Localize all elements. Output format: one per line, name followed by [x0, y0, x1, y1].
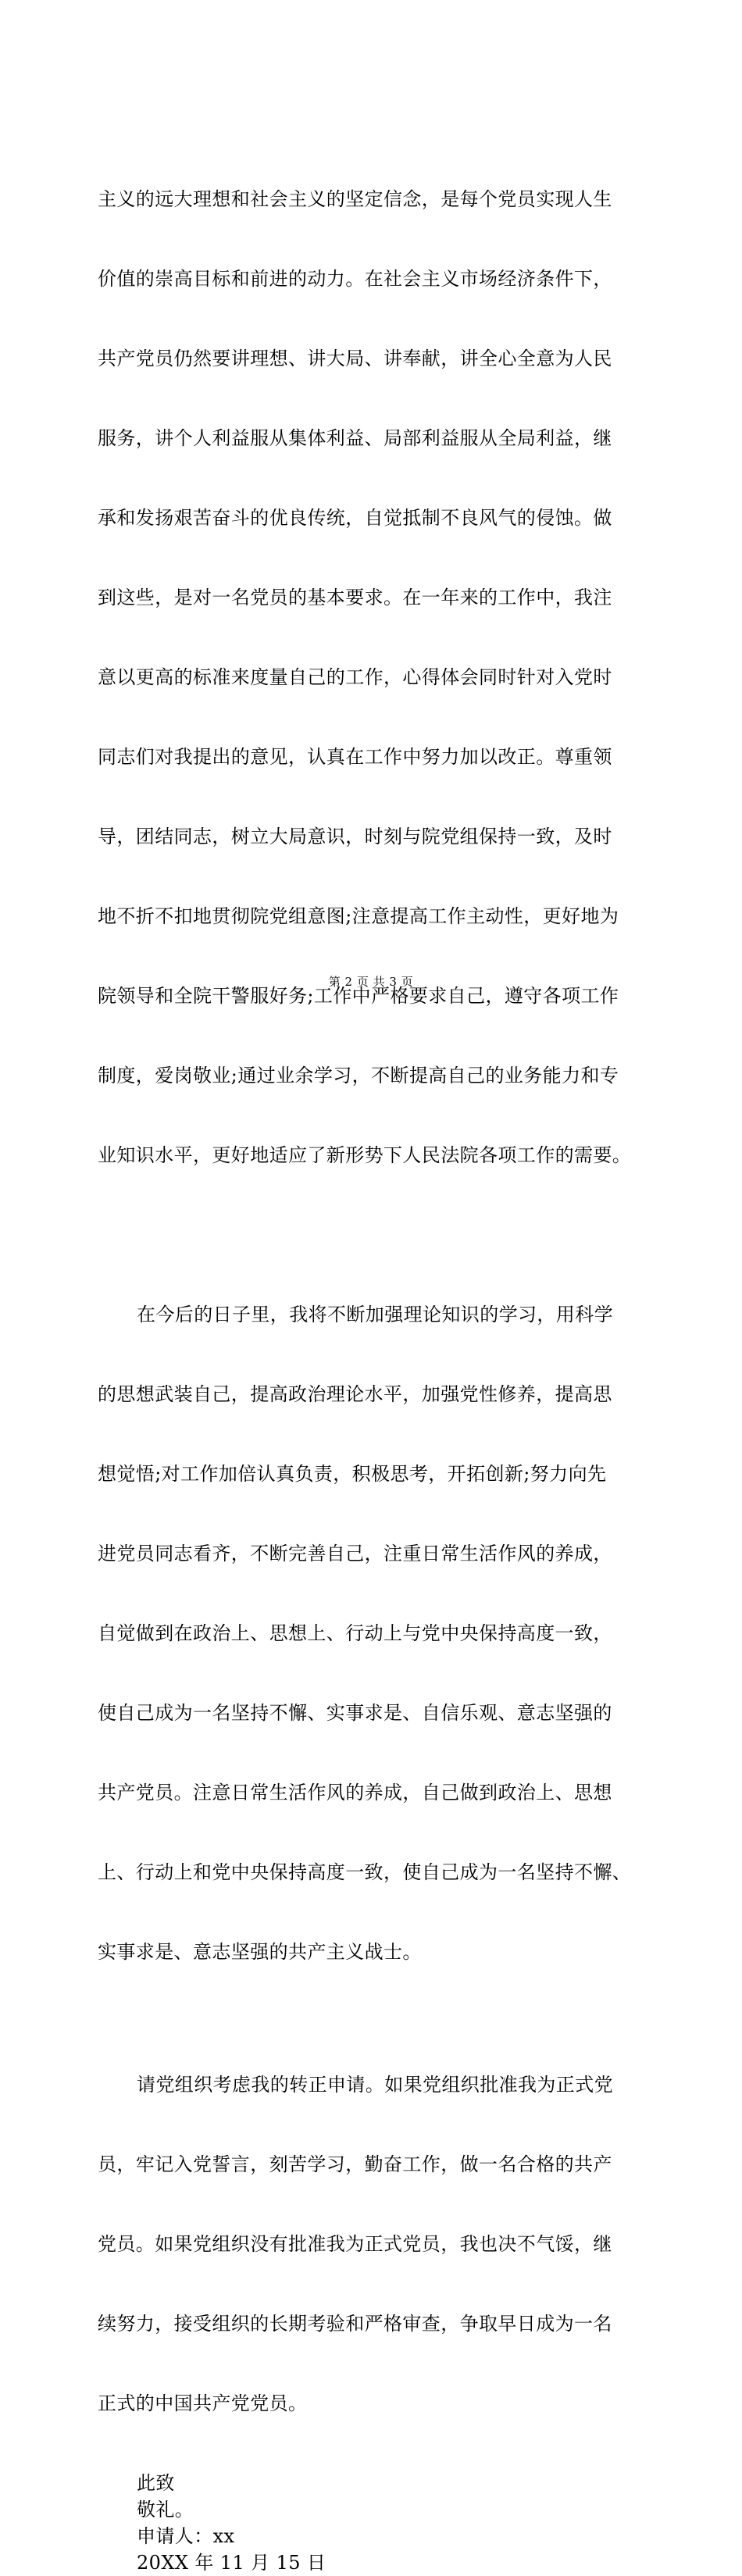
- closing-text: 此致: [137, 2472, 175, 2494]
- paragraph-line: 续努力，接受组织的长期考验和严格审查，争取早日成为一名: [98, 2313, 612, 2335]
- paragraph-line: 地不折不扣地贯彻院党组意图;注意提高工作主动性，更好地为: [98, 905, 619, 927]
- applicant-signature: 申请人：xx: [137, 2525, 235, 2547]
- paragraph-line: 业知识水平，更好地适应了新形势下人民法院各项工作的需要。: [98, 1144, 632, 1166]
- paragraph-2: [98, 1248, 660, 2018]
- paragraph-line: 承和发扬艰苦奋斗的优良传统，自觉抵制不良风气的侵蚀。做: [98, 507, 612, 529]
- paragraph-line: 院领导和全院干警服好务;工作中严格要求自己，遵守各项工作: [98, 985, 619, 1007]
- paragraph-line: 请党组织考虑我的转正申请。如果党组织批准我为正式党: [137, 2074, 613, 2096]
- salutation-text: 敬礼。: [137, 2499, 194, 2521]
- paragraph-line: 进党员同志看齐，不断完善自己，注重日常生活作风的养成，: [98, 1543, 612, 1565]
- paragraph-line: 党员。如果党组织没有批准我为正式党员，我也决不气馁，继: [98, 2233, 612, 2255]
- paragraph-line: 制度，爱岗敬业;通过业余学习，不断提高自己的业务能力和专: [98, 1065, 619, 1086]
- application-date: 20XX 年 11 月 15 日: [137, 2552, 326, 2574]
- document-body: [98, 133, 660, 2576]
- paragraph-line: 想觉悟;对工作加倍认真负责，积极思考，开拓创新;努力向先: [98, 1463, 607, 1485]
- paragraph-line: 服务，讲个人利益服从集体利益、局部利益服从全局利益，继: [98, 427, 612, 449]
- paragraph-line: 价值的崇高目标和前进的动力。在社会主义市场经济条件下，: [98, 268, 612, 290]
- paragraph-line: 到这些，是对一名党员的基本要求。在一年来的工作中，我注: [98, 587, 612, 608]
- paragraph-3: [98, 2018, 660, 2470]
- paragraph-line: 上、行动上和党中央保持高度一致，使自己成为一名坚持不懈、: [98, 1861, 632, 1883]
- paragraph-line: 意以更高的标准来度量自己的工作，心得体会同时针对入党时: [98, 666, 612, 688]
- paragraph-line: 主义的远大理想和社会主义的坚定信念，是每个党员实现人生: [98, 188, 612, 210]
- paragraph-line: 的思想武装自己，提高政治理论水平，加强党性修养，提高思: [98, 1383, 612, 1405]
- paragraph-line: 实事求是、意志坚强的共产主义战士。: [98, 1941, 422, 1963]
- paragraph-1: [98, 133, 660, 1222]
- page-footer: 第 2 页 共 3 页: [328, 975, 414, 989]
- paragraph-line: 使自己成为一名坚持不懈、实事求是、自信乐观、意志坚强的: [98, 1702, 612, 1724]
- paragraph-line: 正式的中国共产党党员。: [98, 2392, 308, 2414]
- paragraph-spacer: [98, 1222, 660, 1248]
- paragraph-line: 自觉做到在政治上、思想上、行动上与党中央保持高度一致，: [98, 1622, 612, 1644]
- paragraph-line: 共产党员。注意日常生活作风的养成，自己做到政治上、思想: [98, 1782, 612, 1804]
- paragraph-line: 同志们对我提出的意见，认真在工作中努力加以改正。尊重领: [98, 746, 612, 768]
- paragraph-line: 在今后的日子里，我将不断加强理论知识的学习，用科学: [137, 1304, 613, 1325]
- paragraph-line: 导，团结同志，树立大局意识，时刻与院党组保持一致，及时: [98, 826, 612, 847]
- paragraph-line: 员，牢记入党誓言，刻苦学习，勤奋工作，做一名合格的共产: [98, 2153, 612, 2175]
- paragraph-line: 共产党员仍然要讲理想、讲大局、讲奉献，讲全心全意为人民: [98, 348, 612, 369]
